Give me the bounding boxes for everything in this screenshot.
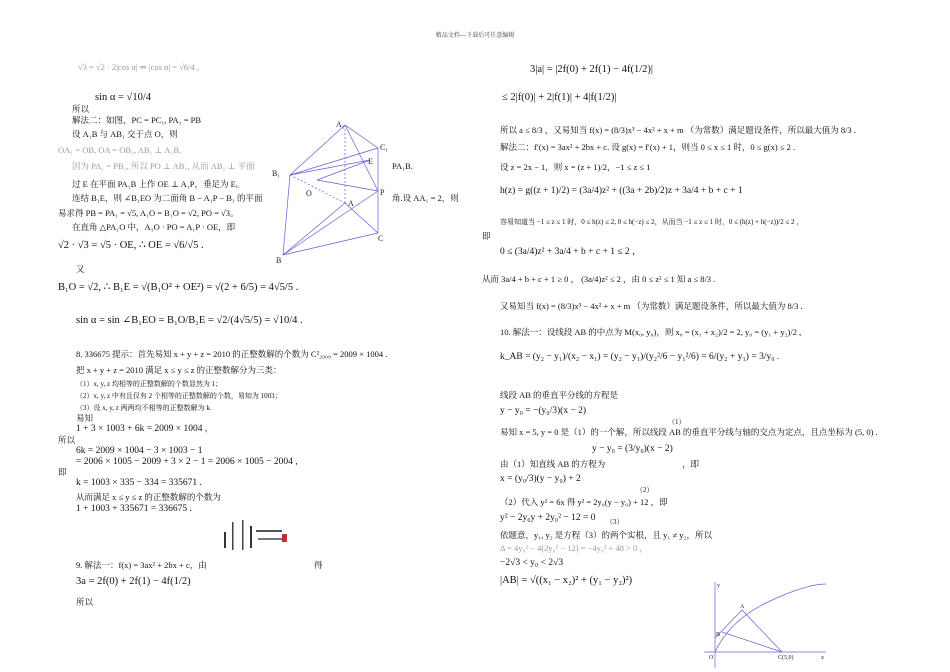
- text-line: （2）x, y, z 中有且仅有 2 个相等的正整数解的个数，易知为 1003；: [76, 392, 282, 400]
- formula-line: B₁O = √2, ∴ B₁E = √(B₁O² + OE²) = √(2 + 6/5) = 4√5/5 .: [58, 282, 299, 293]
- svg-text:A: A: [348, 199, 354, 208]
- text-line: OA₁ = OB, OA = OB₁, AB₁ ⊥ A₁B,: [58, 145, 182, 155]
- text-line: 易求得 PB = PA₁ = √5, A₁O = B₁O = √2, PO = √3。: [58, 208, 239, 218]
- page-header: 精品文档---下载后可任意编辑: [435, 32, 515, 39]
- formula-line: ≤ 2|f(0)| + 2|f(1)| + 4|f(1/2)|: [502, 92, 617, 103]
- svg-text:O: O: [306, 189, 312, 198]
- svg-text:O: O: [709, 655, 714, 661]
- svg-text:B: B: [276, 256, 282, 265]
- formula-line: = 2006 × 1005 − 2009 + 3 × 2 − 1 = 2006 × 1005 − 2004 ,: [76, 457, 298, 467]
- text-line: 角.设 AA₁ = 2，则: [392, 193, 459, 203]
- formula-line: x = (y₀/3)(y − y₀) + 2: [500, 474, 581, 484]
- text-line: 易知 x = 5, y = 0 是（1）的一个解，所以线段 AB 的垂直平分线与轴的交点为定点，且点坐标为 (5, 0) .: [500, 427, 878, 437]
- text-line: 连结 B₁E，则 ∠B₁EO 为二面角 B − A₁P − B₁ 的平面: [72, 193, 263, 203]
- formula-line: y − y₀ = −(y₀/3)(x − 2): [500, 406, 587, 416]
- text-line: √3 = √2 · 2|cos α| ⇒ |cos α| = √6/4 ,: [78, 62, 200, 72]
- text-line: 所以 a ≤ 8/3 ，又易知当 f(x) = (8/3)x³ − 4x² + x + m （为常数）满足题设条件，所以最大值为 8/3 .: [500, 125, 856, 135]
- text-line: 由（1）知直线 AB 的方程为: [500, 459, 606, 469]
- text-line: 又易知当 f(x) = (8/3)x³ − 4x² + x + m （为常数）满足题设条件，所以最大值为 8/3 .: [500, 301, 803, 311]
- formula-line: −2√3 < y₀ < 2√3: [500, 558, 564, 568]
- formula-line: 0 ≤ (3a/4)z² + 3a/4 + b + c + 1 ≤ 2 ，: [500, 247, 642, 257]
- text-line: 即: [58, 467, 67, 477]
- svg-text:P: P: [380, 188, 385, 197]
- text-line: 在直角 △PA₁O 中，A₁O · PO = A₁P · OE，即: [72, 222, 236, 232]
- svg-text:E: E: [368, 157, 373, 166]
- formula-line: sin α = sin ∠B₁EO = B₁O/B₁E = √2/(4√5/5) = √10/4 .: [76, 315, 303, 326]
- formula-line: 3|a| = |2f(0) + 2f(1) − 4f(1/2)|: [530, 64, 653, 75]
- svg-text:B: B: [716, 632, 721, 638]
- formula-line: y² − 2y₀y + 2y₀² − 12 = 0: [500, 513, 596, 523]
- text-line: 从而满足 x ≤ y ≤ z 的正整数解的个数为: [76, 492, 221, 502]
- formula-line: h(z) = g((z + 1)/2) = (3a/4)z² + ((3a + 2b)/2)z + 3a/4 + b + c + 1: [500, 186, 743, 196]
- text-line: （3）设 x, y, z 两两均不相等的正整数解为 k.: [76, 404, 212, 412]
- formula-line: |AB| = √((x₁ − x₂)² + (y₁ − y₂)²): [500, 575, 633, 586]
- text-line: 8. 336675 提示：首先易知 x + y + z = 2010 的正整数解的个数为 C²₂₀₀₉ = 2009 × 1004 .: [76, 349, 388, 359]
- prism-diagram: [270, 118, 390, 268]
- svg-text:A: A: [740, 604, 745, 610]
- formula-line: sin α = √10/4: [95, 92, 151, 103]
- text-line: 线段 AB 的垂直平分线的方程是: [500, 390, 619, 400]
- formula-line: k_AB = (y₂ − y₁)/(x₂ − x₁) = (y₂ − y₁)/(y₂²/6 − y₁²/6) = 6/(y₂ + y₁) = 3/y₀ .: [500, 352, 780, 362]
- text-line: 即: [482, 231, 491, 241]
- text-line: ，即: [682, 459, 700, 469]
- svg-text:B₁: B₁: [272, 169, 281, 178]
- svg-text:x: x: [821, 655, 824, 661]
- equation-number: （1）: [668, 418, 686, 426]
- text-line: 解法二：f′(x) = 3ax² + 2bx + c. 设 g(x) = f′(x) + 1，则当 0 ≤ x ≤ 1 时，0 ≤ g(x) ≤ 2 .: [500, 142, 796, 152]
- text-line: 所以: [72, 104, 90, 114]
- formula-line: 6k = 2009 × 1004 − 3 × 1003 − 1: [76, 446, 203, 456]
- text-line: 解法二：如图，PC = PC₁, PA₁ = PB: [72, 115, 202, 125]
- formula-line: 1 + 3 × 1003 + 6k = 2009 × 1004 ,: [76, 424, 208, 434]
- formula-line: 3a = 2f(0) + 2f(1) − 4f(1/2): [76, 576, 191, 587]
- text-line: 容易知道当 −1 ≤ z ≤ 1 时，0 ≤ h(z) ≤ 2, 0 ≤ h(−z) ≤ 2，从而当 −1 ≤ z ≤ 1 时，0 ≤ (h(z) + h(−z))/2 ≤ 2 ，: [500, 218, 804, 226]
- formula-line: √2 · √3 = √5 · OE, ∴ OE = √6/√5 .: [58, 240, 204, 251]
- text-line: 所以: [76, 597, 94, 607]
- text-line: PA₁B.: [392, 161, 413, 171]
- text-line: Δ = 4y₀² − 4(2y₀² − 12) = −4y₀² + 48 > 0 ，: [500, 543, 648, 553]
- svg-text:y: y: [717, 583, 720, 589]
- text-line: 从而 3a/4 + b + c + 1 ≥ 0 ， (3a/4)z² ≤ 2 ，由 0 ≤ z² ≤ 1 知 a ≤ 8/3 .: [482, 274, 716, 284]
- formula-line: k = 1003 × 335 − 334 = 335671 .: [76, 478, 202, 488]
- text-line: 因为 PA₁ = PB₁, 所以 PO ⊥ AB₁, 从而 AB₁ ⊥ 平面: [72, 161, 255, 171]
- equation-number: （2）: [636, 486, 654, 494]
- text-line: 依题意，y₁, y₂ 是方程（3）的两个实根，且 y₁ ≠ y₂，所以: [500, 530, 713, 540]
- text-line: 10. 解法一：设线段 AB 的中点为 M(x₀, y₀)，则 x₀ = (x₁ + x₂)/2 = 2, y₀ = (y₁ + y₂)/2 ,: [500, 327, 802, 337]
- formula-line: y − y₀ = (3/y₀)(x − 2): [592, 444, 673, 454]
- text-line: 又: [76, 264, 85, 274]
- text-line: 易知: [76, 413, 94, 423]
- text-line: 过 E 在平面 PA₁B 上作 OE ⊥ A₁P，垂足为 E。: [72, 179, 245, 189]
- text-line: 把 x + y + z = 2010 满足 x ≤ y ≤ z 的正整数解分为三类：: [76, 365, 282, 375]
- text-line: 设 A₁B 与 AB₁ 交于点 O，则: [72, 129, 178, 139]
- svg-text:C₁: C₁: [380, 143, 389, 152]
- text-line: （2）代入 y² = 6x 得 y² = 2y₀(y − y₀) + 12 ，即: [500, 497, 668, 507]
- text-line: 得: [314, 560, 323, 570]
- distorted-formula-image: [222, 518, 292, 554]
- svg-text:C: C: [378, 234, 384, 243]
- text-line: （1）x, y, z 均相等的正整数解的个数显然为 1；: [76, 380, 223, 388]
- formula-line: 1 + 1003 + 335671 = 336675 .: [76, 504, 192, 514]
- text-line: 所以: [58, 435, 76, 445]
- svg-text:C(5,0): C(5,0): [778, 655, 794, 661]
- equation-number: （3）: [606, 518, 624, 526]
- parabola-plot: [700, 580, 830, 670]
- text-line: 9. 解法一：f(x) = 3ax² + 2bx + c，由: [76, 560, 207, 570]
- svg-text:A₁: A₁: [336, 120, 345, 129]
- text-line: 设 z = 2x − 1，则 x = (z + 1)/2，−1 ≤ z ≤ 1: [500, 162, 651, 172]
